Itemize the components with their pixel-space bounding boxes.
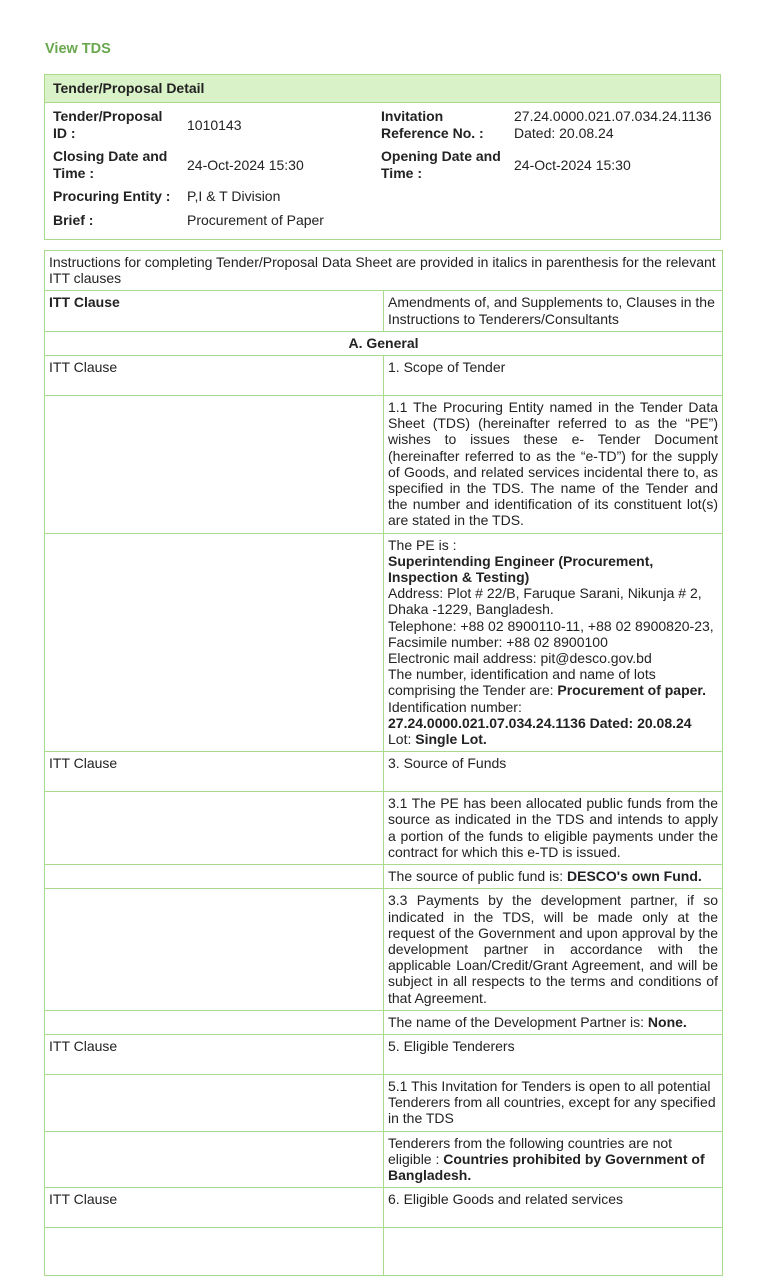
table-row (45, 889, 723, 1010)
table-row (45, 396, 723, 534)
clause-title-eligible: 5. Eligible Tenderers (384, 1034, 723, 1074)
lot-value: Single Lot. (415, 731, 487, 748)
invitation-ref-date: Dated: 20.08.24 (514, 125, 614, 141)
table-row (45, 533, 723, 752)
identification-line: Identification number: 27.24.0000.021.07.034.24.1136 Dated: 20.08.24 (388, 698, 692, 731)
not-eligible-line: Tenderers from the following countries are not eligible : Countries prohibited by Government of Bangladesh. (384, 1131, 723, 1188)
invitation-ref-number: 27.24.0000.021.07.034.24.1136 (514, 108, 712, 124)
table-row (45, 1131, 723, 1188)
instructions-cell: Instructions for completing Tender/Proposal Data Sheet are provided in italics in parenthesis for the relevant ITT clauses (45, 251, 723, 291)
pe-name: Superintending Engineer (Procurement, Inspection & Testing) (388, 552, 654, 586)
pe-intro: The PE is : (388, 536, 457, 553)
table-row (45, 356, 723, 396)
opening-date-value: 24-Oct-2024 15:30 (514, 157, 631, 173)
pe-telephone: Telephone: +88 02 8900110-11, +88 02 8900820-23, (388, 617, 714, 634)
closing-date-value: 24-Oct-2024 15:30 (187, 157, 304, 173)
amendments-header: Amendments of, and Supplements to, Clauses in the Instructions to Tenderers/Consultants (384, 291, 723, 331)
itt-clause-label: ITT Clause (45, 1034, 384, 1074)
pe-email: Electronic mail address: pit@desco.gov.bd (388, 650, 652, 667)
clause-title-funds: 3. Source of Funds (384, 752, 723, 792)
table-row (45, 251, 723, 291)
page-title: View TDS (45, 41, 111, 57)
clause-1-1: 1.1 The Procuring Entity named in the Tender Data Sheet (TDS) (hereinafter referred to as the “PE”) wishes to issues these e- Tender Document (hereinafter referred to as the “e-TD”) for the supply of Goods, and related services incidental there to, as specified in the TDS. The name of the Tender and the number and identification of its constituent lot(s) are stated in the TDS. (384, 396, 723, 534)
tender-id-value: 1010143 (187, 117, 242, 133)
brief-value: Procurement of Paper (187, 212, 324, 228)
table-row (45, 1188, 723, 1228)
itt-clause-label: ITT Clause (45, 752, 384, 792)
procuring-entity-label: Procuring Entity : (53, 188, 171, 204)
table-row (45, 1010, 723, 1034)
pe-details (384, 533, 723, 752)
not-eligible-value: Countries prohibited by Government of Bangladesh. (388, 1150, 705, 1183)
tender-detail-panel (44, 74, 721, 240)
public-fund-line: The source of public fund is: DESCO's own Fund. (384, 865, 723, 889)
table-row (45, 752, 723, 792)
public-fund-value: DESCO's own Fund. (567, 868, 702, 885)
section-heading-general: A. General (45, 331, 723, 355)
dev-partner-line: The name of the Development Partner is: None. (384, 1010, 723, 1034)
opening-date-label: Opening Date and Time : (381, 148, 501, 181)
tender-id-label: Tender/Proposal ID : (53, 108, 163, 141)
procuring-entity-value: P,I & T Division (187, 188, 281, 204)
table-row (45, 331, 723, 355)
clause-5-1: 5.1 This Invitation for Tenders is open to all potential Tenderers from all countries, except for any specified in the TDS (384, 1074, 723, 1131)
invitation-ref-label: Invitation Reference No. : (381, 108, 484, 141)
table-row (45, 865, 723, 889)
brief-label: Brief : (53, 212, 94, 228)
pe-address: Address: Plot # 22/B, Faruque Sarani, Nikunja # 2, Dhaka -1229, Bangladesh. (388, 585, 702, 618)
invitation-ref-value (514, 108, 711, 142)
pe-fax: Facsimile number: +88 02 8900100 (388, 633, 608, 650)
lot-line: Lot: Single Lot. (388, 731, 487, 748)
clause-3-3: 3.3 Payments by the development partner, if so indicated in the TDS, will be made only at the request of the Government and upon approval by the development partner in accordance with the applicable Loan/Credit/Grant Agreement, and will be subject in all respects to the terms and conditions of that Agreement. (384, 889, 723, 1010)
table-row (45, 1034, 723, 1074)
itt-clause-label: ITT Clause (45, 356, 384, 396)
lots-value: Procurement of paper. (557, 682, 706, 699)
table-row (45, 1074, 723, 1131)
lots-line: The number, identification and name of lots comprising the Tender are: Procurement of paper. (388, 666, 706, 699)
clause-title-goods: 6. Eligible Goods and related services (384, 1188, 723, 1228)
identification-value: 27.24.0000.021.07.034.24.1136 Dated: 20.08.24 (388, 714, 692, 731)
table-row (45, 1228, 723, 1276)
itt-clause-header: ITT Clause (45, 291, 384, 331)
table-row (45, 291, 723, 331)
closing-date-label: Closing Date and Time : (53, 148, 168, 181)
table-row (45, 792, 723, 865)
clause-title-scope: 1. Scope of Tender (384, 356, 723, 396)
tender-detail-header: Tender/Proposal Detail (45, 75, 720, 103)
itt-clause-label: ITT Clause (45, 1188, 384, 1228)
clause-3-1: 3.1 The PE has been allocated public funds from the source as indicated in the TDS and intends to apply a portion of the funds to eligible payments under the contract for which this e-TD is issued. (384, 792, 723, 865)
dev-partner-value: None. (647, 1013, 687, 1030)
tds-table (44, 250, 723, 1276)
